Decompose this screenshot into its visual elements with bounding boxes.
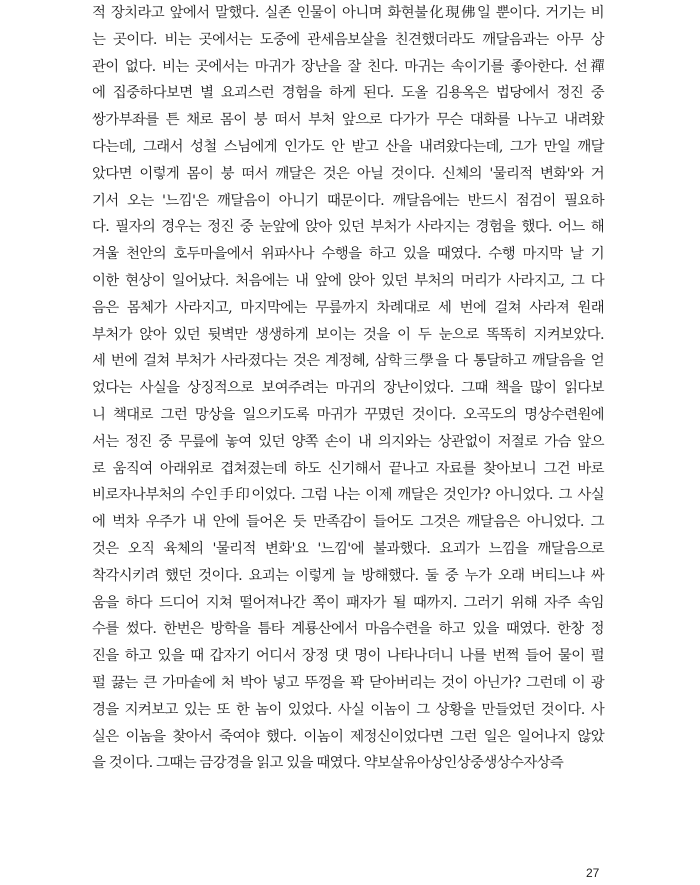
text-line: 을 것이다. 그때는 금강경을 읽고 있을 때였다. 약보살유아상인상중생상수자상즉 bbox=[92, 755, 564, 772]
text-line: 에 벅차 우주가 내 안에 들어온 듯 만족감이 들어도 그것은 깨달음은 아니었다. 그 bbox=[92, 514, 604, 531]
text-line: 세 번에 걸쳐 부처가 사라졌다는 것은 계정혜, 삼학三學을 다 통달하고 깨달음을 얻 bbox=[92, 353, 604, 370]
text-line: 착각시키려 했던 것이다. 요괴는 이렇게 늘 방해했다. 둘 중 누가 오래 버티느냐 싸 bbox=[92, 567, 604, 584]
text-line: 움을 하다 드디어 지쳐 떨어져나간 쪽이 패자가 될 때까지. 그러기 위해 자주 속임 bbox=[92, 594, 604, 611]
text-line: 쌍가부좌를 튼 채로 몸이 붕 떠서 부처 앞으로 다가가 무슨 대화를 나누고 내려왔 bbox=[92, 112, 604, 129]
text-line: 펄 끓는 큰 가마솥에 처 박아 넣고 뚜껑을 꽉 닫아버리는 것이 아닌가? 그런데 이 광 bbox=[92, 674, 604, 691]
text-line: 다. 필자의 경우는 정진 중 눈앞에 앉아 있던 부처가 사라지는 경험을 했다. 어느 해 bbox=[92, 219, 604, 236]
text-line: 실은 이놈을 찾아서 죽여야 했다. 이놈이 제정신이었다면 그런 일은 일어나지 않았 bbox=[92, 728, 604, 745]
text-line: 관이 없다. 비는 곳에서는 마귀가 장난을 잘 친다. 마귀는 속이기를 좋아한다. 선禪 bbox=[92, 58, 604, 75]
text-line: 니 책대로 그런 망상을 일으키도록 마귀가 꾸몄던 것이다. 오곡도의 명상수련원에 bbox=[92, 406, 604, 423]
text-line: 적 장치라고 앞에서 말했다. 실존 인물이 아니며 화현불化現佛일 뿐이다. 거기는 비 bbox=[92, 5, 604, 21]
text-line: 경을 지켜보고 있는 또 한 놈이 있었다. 사실 이놈이 그 상황을 만들었던 것이다. 사 bbox=[92, 701, 604, 718]
text-line: 비로자나부처의 수인手印이었다. 그럼 나는 이제 깨달은 것인가? 아니었다. 그 사실 bbox=[92, 487, 604, 504]
text-line: 음은 몸체가 사라지고, 마지막에는 무릎까지 차례대로 세 번에 걸쳐 사라져 원래 bbox=[92, 299, 604, 316]
text-line: 이한 현상이 일어났다. 처음에는 내 앞에 앉아 있던 부처의 머리가 사라지고, 그 다 bbox=[92, 272, 604, 289]
text-line: 기서 오는 '느낌'은 깨달음이 아니기 때문이다. 깨달음에는 반드시 점검이 필요하 bbox=[92, 192, 604, 209]
page-number: 27 bbox=[586, 866, 600, 880]
text-line: 진을 하고 있을 때 갑자기 어디서 장정 댓 명이 나타나더니 나를 번쩍 들어 물이 펄 bbox=[92, 648, 604, 665]
text-line: 았다면 이렇게 몸이 붕 떠서 깨달은 것은 아닐 것이다. 신체의 '물리적 변화'와 거 bbox=[92, 165, 604, 182]
text-line: 었다는 사실을 상징적으로 보여주려는 마귀의 장난이었다. 그때 책을 많이 읽다보 bbox=[92, 380, 604, 397]
text-line: 것은 오직 육체의 '물리적 변화'요 '느낌'에 불과했다. 요괴가 느낌을 깨달음으로 bbox=[92, 540, 604, 557]
text-line: 부처가 앉아 있던 뒷벽만 생생하게 보이는 것을 이 두 눈으로 똑똑히 지켜보았다. bbox=[92, 326, 604, 343]
text-line: 서는 정진 중 무릎에 놓여 있던 양쪽 손이 내 의지와는 상관없이 저절로 가슴 앞으 bbox=[92, 433, 604, 450]
text-line: 로 움직여 아래위로 겹쳐졌는데 하도 신기해서 끝나고 자료를 찾아보니 그건 바로 bbox=[92, 460, 604, 477]
text-line: 에 집중하다보면 별 요괴스런 경험을 하게 된다. 도올 김용옥은 법당에서 정진 중 bbox=[92, 85, 604, 102]
text-line: 는 곳이다. 비는 곳에서는 도중에 관세음보살을 친견했더라도 깨달음과는 아무 상 bbox=[92, 31, 604, 48]
text-line: 겨울 천안의 호두마을에서 위파사나 수행을 하고 있을 때였다. 수행 마지막 날 기 bbox=[92, 246, 604, 263]
text-line: 수를 썼다. 한번은 방학을 틈타 계룡산에서 마음수련을 하고 있을 때였다. 한창 정 bbox=[92, 621, 604, 638]
text-line: 다는데, 그래서 성철 스님에게 인가도 안 받고 산을 내려왔다는데, 그가 만일 깨달 bbox=[92, 138, 604, 155]
body-text bbox=[92, 0, 604, 777]
